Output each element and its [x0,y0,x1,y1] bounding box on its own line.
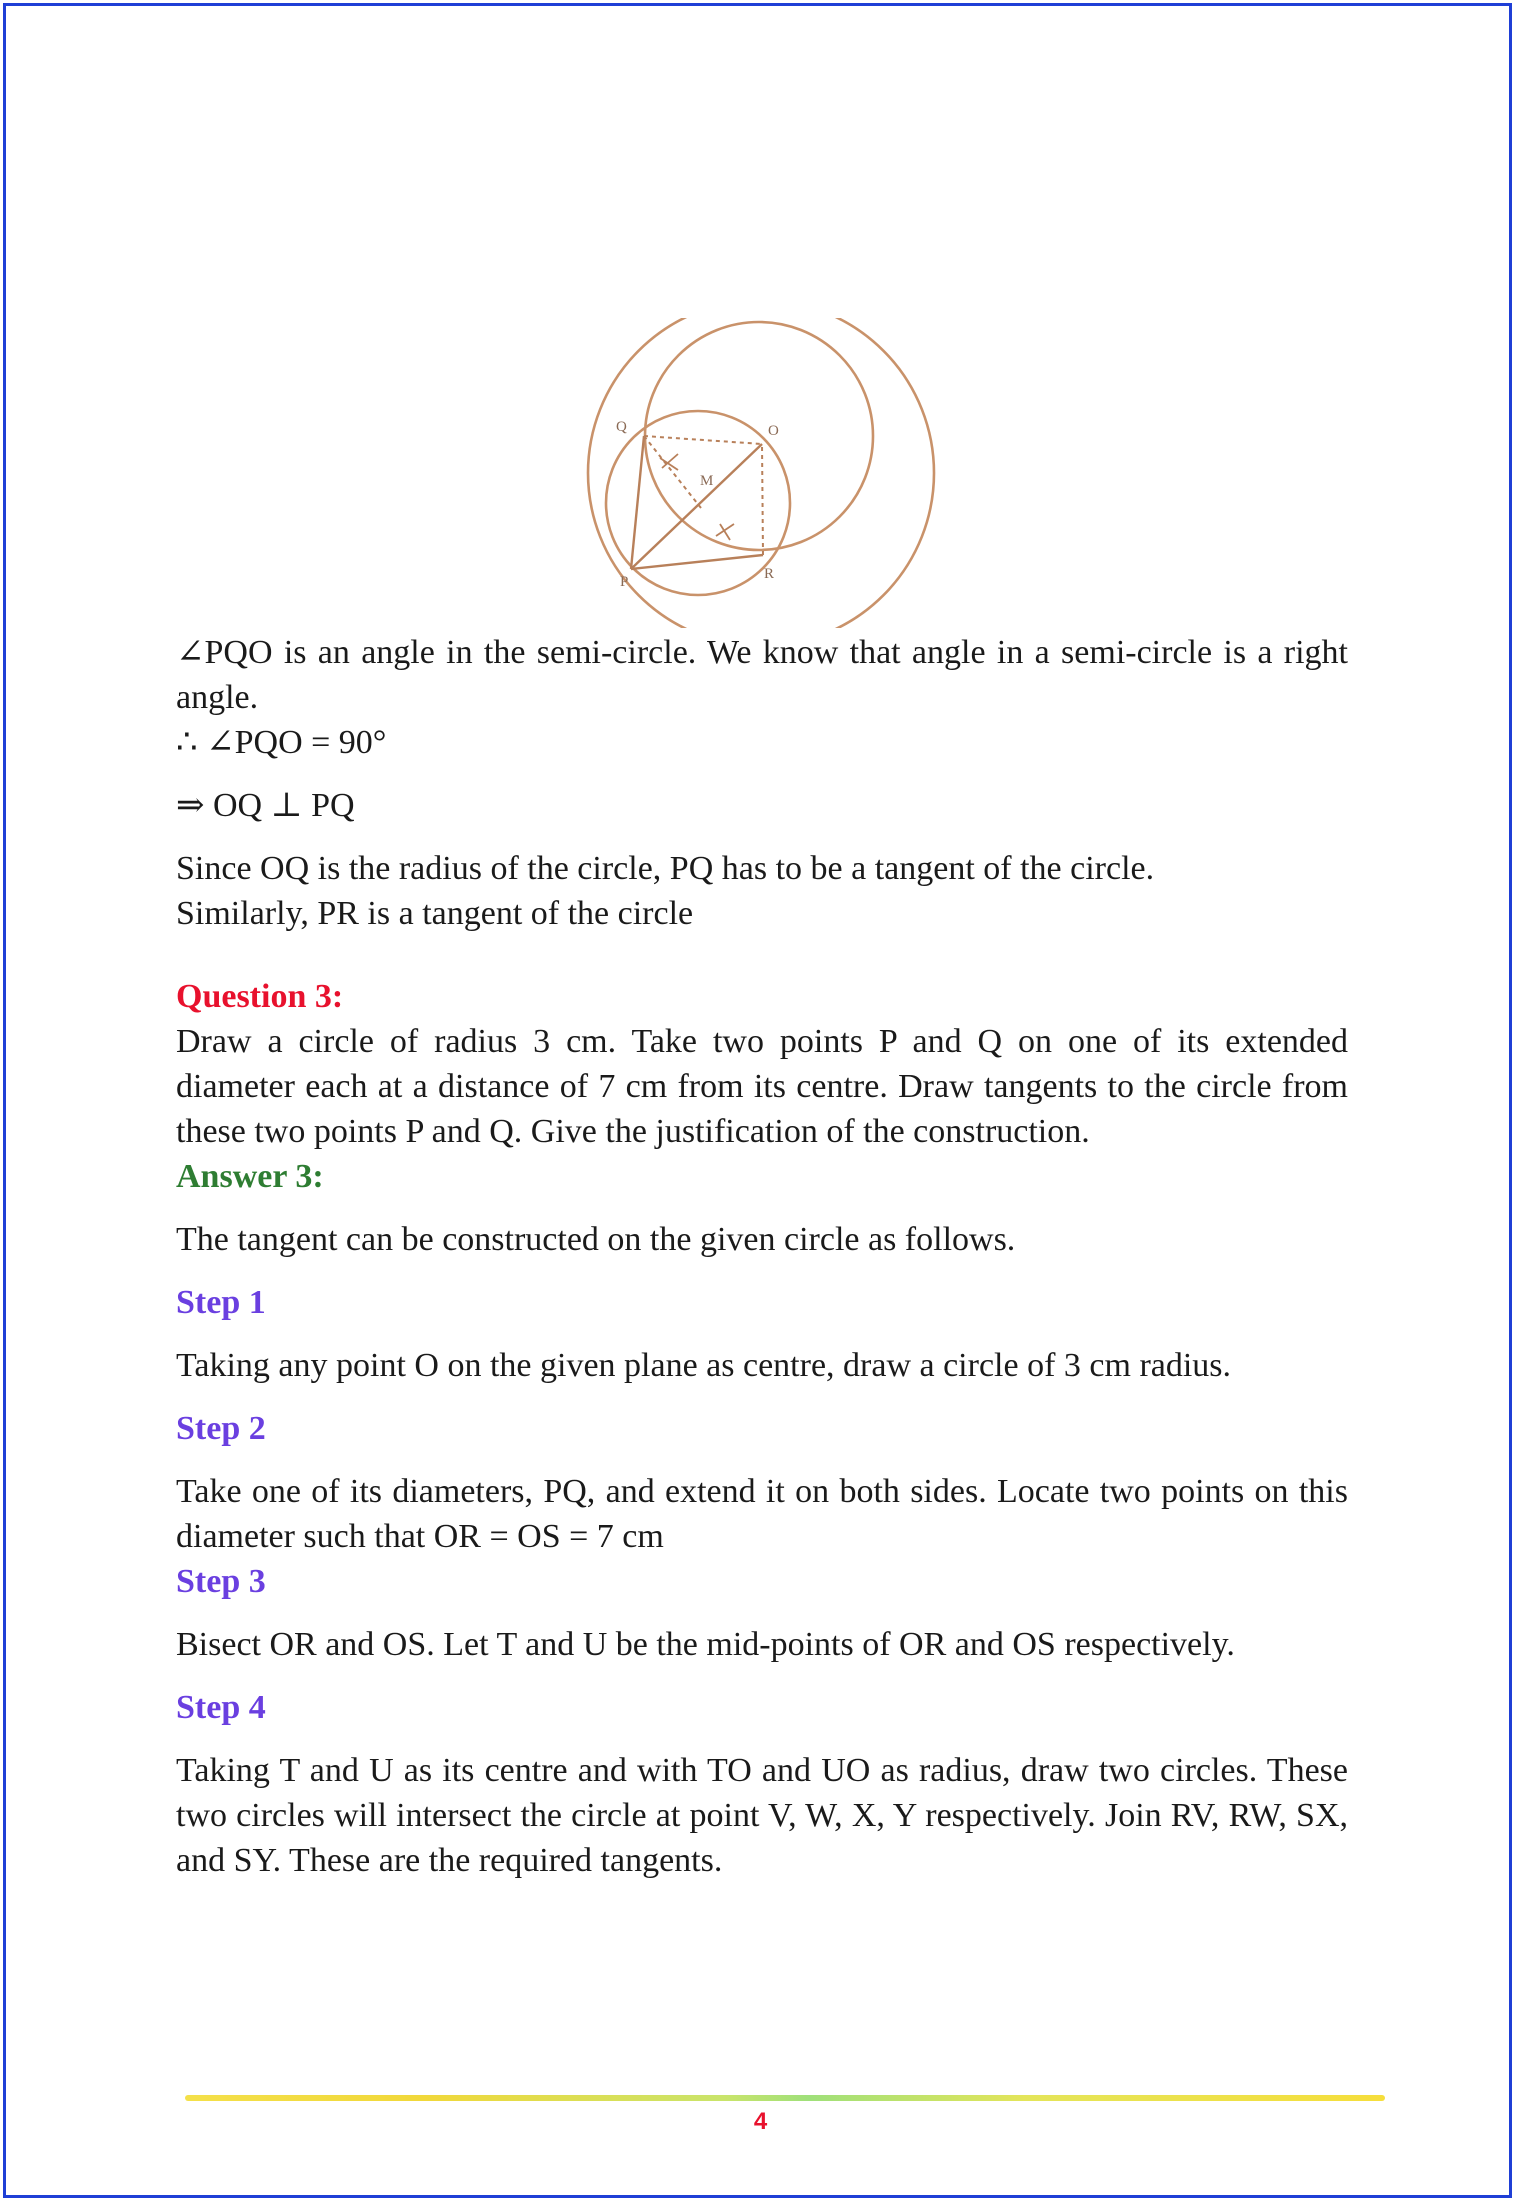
dashed-qm [644,436,701,508]
answer-3-heading: Answer 3: [176,1158,324,1195]
step-2-text: Take one of its diameters, PQ, and extend it on both sides. Locate two points on this diameter such that OR = OS = 7 cm [176,1473,1348,1555]
label-p: P [620,574,629,590]
label-o: O [768,423,779,439]
label-r: R [764,566,775,582]
step-3-heading: Step 3 [176,1563,266,1600]
label-m: M [700,473,714,489]
page-number: 4 [753,2108,768,2135]
label-q: Q [616,419,627,435]
tangent-pq [631,436,644,569]
question-3-text: Draw a circle of radius 3 cm. Take two points P and Q on one of its extended diameter each at a distance of 7 cm from its centre. Draw tangents to the circle from these two points P and Q. Give the justification of the construction. [176,1023,1348,1150]
question-3-heading: Question 3: [176,978,344,1015]
tangent-pr [631,555,763,569]
step-1-text: Taking any point O on the given plane as centre, draw a circle of 3 cm radius. [176,1347,1232,1384]
step-4-heading: Step 4 [176,1689,266,1726]
segment-po [631,444,762,569]
step-1-heading: Step 1 [176,1284,266,1321]
arc-mark-2 [716,524,734,540]
answer-3-intro: The tangent can be constructed on the given circle as follows. [176,1221,1016,1258]
main-content [176,630,1348,1883]
perpendicular-statement: ⇒ OQ ⊥ PQ [176,787,355,824]
tangent-conclusion-line2: Similarly, PR is a tangent of the circle [176,895,694,932]
tangent-conclusion-line1: Since OQ is the radius of the circle, PQ has to be a tangent of the circle. [176,850,1155,887]
middle-circle [645,322,873,550]
angle-equation: ∴ ∠PQO = 90° [176,724,387,761]
footer-divider [185,2095,1385,2101]
semicircle-paragraph: ∠PQO is an angle in the semi-circle. We know that angle in a semi-circle is a right angle. [176,634,1348,716]
step-3-text: Bisect OR and OS. Let T and U be the mid-points of OR and OS respectively. [176,1626,1235,1663]
segment-ro [762,444,763,555]
step-4-text: Taking T and U as its centre and with TO and UO as radius, draw two circles. These two circles will intersect the circle at point V, W, X, Y respectively. Join RV, RW, SX, and SY. These are the required tangents. [176,1752,1348,1879]
segment-qo [644,436,762,444]
tangent-construction-figure [576,318,946,628]
step-2-heading: Step 2 [176,1410,266,1447]
